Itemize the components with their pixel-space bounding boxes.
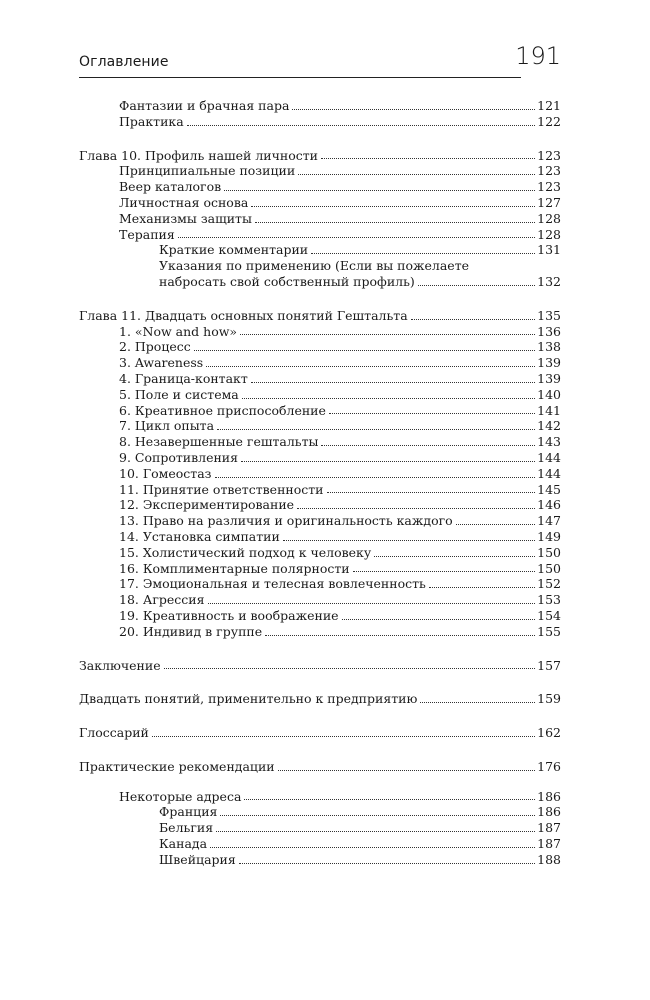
toc-entry-title: 9. Сопротивления [119, 449, 239, 465]
dot-leader [255, 222, 535, 223]
toc-entry-page: 162 [537, 725, 561, 741]
toc-entry-title: 15. Холистический подход к человеку [119, 544, 372, 560]
toc-entry-page: 138 [537, 339, 561, 355]
toc-entry-page: 186 [537, 804, 561, 820]
toc-entry-title: 20. Индивид в группе [119, 623, 263, 639]
dot-leader [411, 319, 535, 320]
toc-entry-title: Практика [119, 113, 184, 129]
toc-entry-page: 154 [537, 607, 561, 623]
toc-entry[interactable] [79, 418, 561, 434]
dot-leader [241, 461, 535, 462]
dot-leader [217, 429, 535, 430]
toc-entry-page: 146 [537, 497, 561, 513]
toc-entry-title: Некоторые адреса [119, 788, 242, 804]
toc-entry-title: Терапия [119, 226, 175, 242]
toc-entry[interactable] [79, 355, 561, 371]
toc-entry-page: 176 [537, 758, 561, 774]
toc-entry-title: 14. Установка симпатии [119, 528, 280, 544]
toc-entry[interactable] [79, 434, 561, 450]
toc-entry[interactable] [79, 592, 561, 608]
toc-entry-page: 122 [537, 113, 561, 129]
toc-entry[interactable] [79, 624, 561, 640]
toc-entry-title: 10. Гомеостаз [119, 465, 212, 481]
toc-entry[interactable] [79, 545, 561, 561]
toc-entry[interactable] [79, 482, 561, 498]
toc-entry-page: 144 [537, 449, 561, 465]
toc-entry[interactable] [79, 820, 561, 836]
dot-leader [278, 770, 536, 771]
toc-chapter-entry[interactable] [79, 725, 561, 741]
toc-entry-page: 144 [537, 465, 561, 481]
dot-leader [164, 668, 536, 669]
dot-leader [240, 334, 535, 335]
toc-entry[interactable] [79, 98, 561, 114]
dot-leader [224, 190, 535, 191]
toc-entry-title: Личностная основа [119, 194, 249, 210]
toc-entry-page: 132 [537, 273, 561, 289]
toc-entry-title: Фантазии и брачная пара [119, 98, 290, 113]
toc-entry-page: 150 [537, 560, 561, 576]
toc-entry-page: 139 [537, 355, 561, 371]
dot-leader [429, 587, 535, 588]
toc-entry-title: 2. Процесс [119, 339, 191, 355]
toc-entry-page: 152 [537, 576, 561, 592]
toc-entry-title: 16. Комплиментарные полярности [119, 560, 350, 576]
toc-entry[interactable] [79, 529, 561, 545]
toc-entry-title: 17. Эмоциональная и телесная вовлеченность [119, 576, 426, 592]
dot-leader [321, 158, 535, 159]
header-rule [79, 77, 521, 78]
toc-entry-page: 145 [537, 481, 561, 497]
toc-entry[interactable] [79, 324, 561, 340]
toc-entry-title: Принципиальные позиции [119, 163, 296, 179]
dot-leader [251, 206, 535, 207]
dot-leader [215, 477, 536, 478]
toc-entry[interactable] [79, 608, 561, 624]
toc-entry-title: 11. Принятие ответственности [119, 481, 324, 497]
section-title: Оглавление [79, 54, 169, 70]
dot-leader [311, 253, 535, 254]
dot-leader [327, 492, 536, 493]
running-header [79, 42, 561, 86]
toc-entry[interactable] [79, 804, 561, 820]
toc-entry[interactable] [79, 274, 561, 290]
toc-chapter-entry[interactable] [79, 691, 561, 707]
toc-entry-page: 188 [537, 851, 561, 867]
toc-entry-title: Краткие комментарии [159, 242, 309, 258]
toc-chapter-entry[interactable] [79, 308, 561, 324]
dot-leader [297, 508, 535, 509]
toc-entry[interactable] [79, 497, 561, 513]
toc-entry-page: 149 [537, 528, 561, 544]
dot-leader [187, 125, 535, 126]
toc-entry-title: 12. Экспериментирование [119, 497, 295, 513]
toc-entry-title: 13. Право на различия и оригинальность каждого [119, 513, 453, 529]
toc-entry-page: 187 [537, 820, 561, 836]
toc-entry[interactable] [79, 114, 561, 130]
toc-entry-title: 4. Граница-контакт [119, 370, 248, 386]
page-number: 191 [515, 42, 561, 70]
toc-entry-page: 147 [537, 513, 561, 529]
dot-leader [210, 847, 535, 848]
dot-leader [152, 736, 535, 737]
toc-entry-title: Франция [159, 804, 218, 820]
dot-leader [374, 556, 535, 557]
toc-entry-title: 7. Цикл опыта [119, 418, 215, 434]
toc-entry-title: Бельгия [159, 820, 214, 836]
toc-entry[interactable] [79, 339, 561, 355]
toc-entry-title: Глоссарий [79, 725, 149, 741]
toc-entry-title: Двадцать понятий, применительно к предприятию [79, 691, 418, 707]
toc-entry-page: 150 [537, 544, 561, 560]
toc-entry-title: Швейцария [159, 851, 236, 867]
toc-entry-page: 142 [537, 418, 561, 434]
toc-entry-title-line1: Указания по применению (Если вы пожелаете [159, 258, 470, 274]
toc-entry-page: 157 [537, 657, 561, 673]
dot-leader [321, 445, 535, 446]
dot-leader [251, 382, 535, 383]
dot-leader [220, 815, 535, 816]
toc-entry-page: 141 [537, 402, 561, 418]
toc-entry[interactable] [79, 852, 561, 868]
dot-leader [194, 350, 535, 351]
toc-entry[interactable] [79, 789, 561, 805]
table-of-contents [79, 98, 561, 868]
toc-entry-title: 5. Поле и система [119, 386, 239, 402]
toc-entry-title: 3. Awareness [119, 355, 204, 371]
toc-entry-page: 155 [537, 623, 561, 639]
toc-entry[interactable] [79, 387, 561, 403]
toc-entry-title: 19. Креативность и воображение [119, 607, 339, 623]
toc-entry[interactable] [79, 242, 561, 258]
toc-entry-page: 159 [537, 691, 561, 707]
toc-entry-title: Практические рекомендации [79, 758, 275, 774]
toc-entry-title: Канада [159, 836, 208, 852]
toc-entry[interactable] [79, 466, 561, 482]
dot-leader [329, 413, 535, 414]
toc-entry-page: 136 [537, 323, 561, 339]
dot-leader [265, 635, 535, 636]
toc-entry-page: 139 [537, 370, 561, 386]
toc-entry[interactable] [79, 513, 561, 529]
dot-leader [292, 109, 535, 110]
dot-leader [420, 702, 535, 703]
toc-entry-page: 131 [537, 242, 561, 258]
toc-entry-page: 140 [537, 386, 561, 402]
toc-entry-title: Веер каталогов [119, 179, 222, 195]
toc-entry-title: Глава 11. Двадцать основных понятий Гештальта [79, 307, 408, 323]
toc-entry[interactable] [79, 450, 561, 466]
toc-entry-page: 135 [537, 307, 561, 323]
toc-entry-page: 186 [537, 788, 561, 804]
toc-entry-page: 127 [537, 194, 561, 210]
toc-entry[interactable] [79, 576, 561, 592]
toc-entry-title: 1. «Now and how» [119, 323, 238, 339]
toc-entry-page: 153 [537, 592, 561, 608]
dot-leader [208, 603, 536, 604]
toc-entry-page: 123 [537, 147, 561, 163]
dot-leader [239, 863, 535, 864]
dot-leader [298, 174, 535, 175]
dot-leader [242, 398, 535, 399]
toc-entry[interactable] [79, 179, 561, 195]
toc-entry-title: 18. Агрессия [119, 592, 205, 608]
toc-entry[interactable] [79, 227, 561, 243]
dot-leader [418, 285, 535, 286]
toc-entry-title: 6. Креативное приспособление [119, 402, 326, 418]
toc-entry-page: 123 [537, 163, 561, 179]
dot-leader [353, 571, 536, 572]
toc-entry-title: 8. Незавершенные гештальты [119, 434, 319, 450]
toc-entry[interactable] [79, 403, 561, 419]
toc-entry-page: 128 [537, 210, 561, 226]
dot-leader [244, 799, 535, 800]
toc-entry-title: Механизмы защиты [119, 210, 252, 226]
toc-entry-title: Глава 10. Профиль нашей личности [79, 147, 318, 163]
toc-entry[interactable] [79, 561, 561, 577]
toc-entry[interactable] [79, 163, 561, 179]
toc-chapter-entry[interactable] [79, 658, 561, 674]
toc-chapter-entry[interactable] [79, 759, 561, 775]
dot-leader [456, 524, 535, 525]
dot-leader [283, 540, 535, 541]
toc-entry[interactable] [79, 371, 561, 387]
dot-leader [342, 619, 536, 620]
toc-chapter-entry[interactable] [79, 148, 561, 164]
dot-leader [206, 366, 535, 367]
toc-entry-page: 121 [537, 98, 561, 113]
toc-entry-title-line2: набросать свой собственный профиль) [159, 273, 415, 289]
toc-entry[interactable] [79, 195, 561, 211]
toc-entry-page: 187 [537, 836, 561, 852]
toc-entry-page: 128 [537, 226, 561, 242]
dot-leader [216, 831, 535, 832]
toc-entry-title: Заключение [79, 657, 161, 673]
dot-leader [178, 237, 535, 238]
toc-entry-page: 123 [537, 179, 561, 195]
toc-entry[interactable] [79, 211, 561, 227]
toc-entry[interactable] [79, 836, 561, 852]
toc-entry-page: 143 [537, 434, 561, 450]
